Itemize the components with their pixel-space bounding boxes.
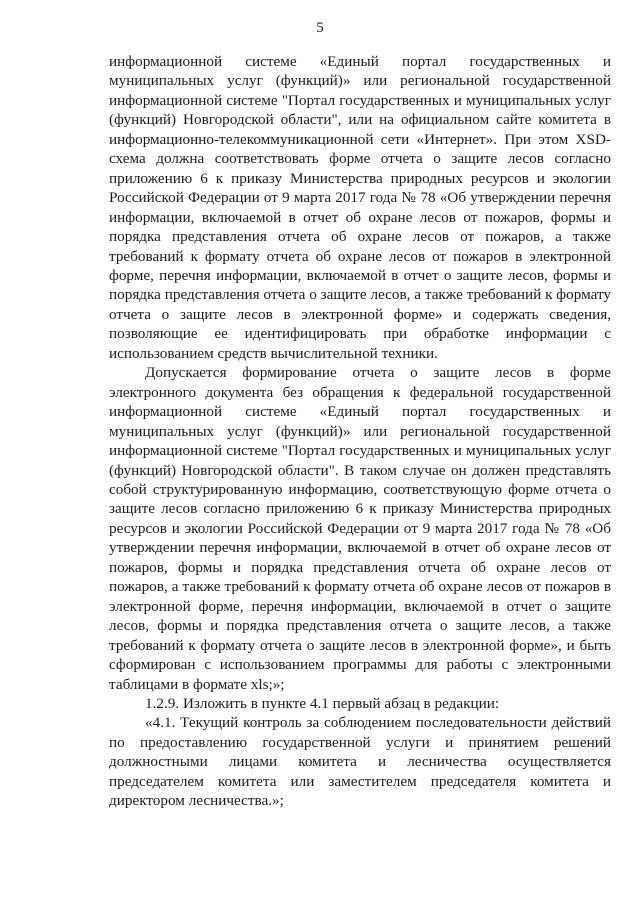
paragraph-electronic-report: Допускается формирование отчета о защите лесов в форме электронного документа без обращения к федеральной государственной информационной системе «Единый портал государственных и муниципальных услуг (функций)» или региональной государственной информационной системе "Портал государственных и муниципальных услуг (функций) Новгородской области". В таком случае он должен представлять собой структурированную информацию, соответствующую форме отчета о защите лесов согласно приложению 6 к приказу Министерства природных ресурсов и экологии Российской Федерации от 9 марта 2017 года № 78 «Об утверждении перечня информации, включаемой в отчет об охране лесов от пожаров, формы и порядка представления отчета об охране лесов от пожаров, а также требований к формату отчета об охране лесов от пожаров в электронной форме, перечня информации, включаемой в отчет о защите лесов, формы и порядка представления отчета о защите лесов, а также требований к формату отчета о защите лесов в электронной форме», и быть сформирован с использованием программы для работы с электронными таблицами в формате xls;»; — [109, 364, 611, 693]
page-number: 5 — [316, 20, 324, 36]
paragraph-clause-4-1: «4.1. Текущий контроль за соблюдением последовательности действий по предоставлению государственной услуги и принятием решений должностными лицами комитета и лесничества осуществляется председателем комитета или заместителем председателя комитета и директором лесничества.»; — [109, 714, 611, 810]
paragraph-amendment-1-2-9: 1.2.9. Изложить в пункте 4.1 первый абзац в редакции: — [145, 694, 500, 712]
paragraph-continuation: информационной системе «Единый портал государственных и муниципальных услуг (функций)» или региональной государственной информационной системе "Портал государственных и муниципальных услуг (функций) Новгородской области", или на официальном сайте комитета в информационно-телекоммуникационной сети «Интернет». При этом XSD-схема должна соответствовать форме отчета о защите лесов согласно приложению 6 к приказу Министерства природных ресурсов и экологии Российской Федерации от 9 марта 2017 года № 78 «Об утверждении перечня информации, включаемой в отчет об охране лесов от пожаров, формы и порядка представления отчета об охране лесов от пожаров, а также требований к формату отчета об охране лесов от пожаров в электронной форме, перечня информации, включаемой в отчет о защите лесов, формы и порядка представления отчета о защите лесов, а также требований к формату отчета о защите лесов в электронной форме» и содержать сведения, позволяющие ее идентифицировать при обработке информации с использованием средств вычислительной техники. — [109, 53, 611, 362]
document-body — [109, 52, 611, 811]
